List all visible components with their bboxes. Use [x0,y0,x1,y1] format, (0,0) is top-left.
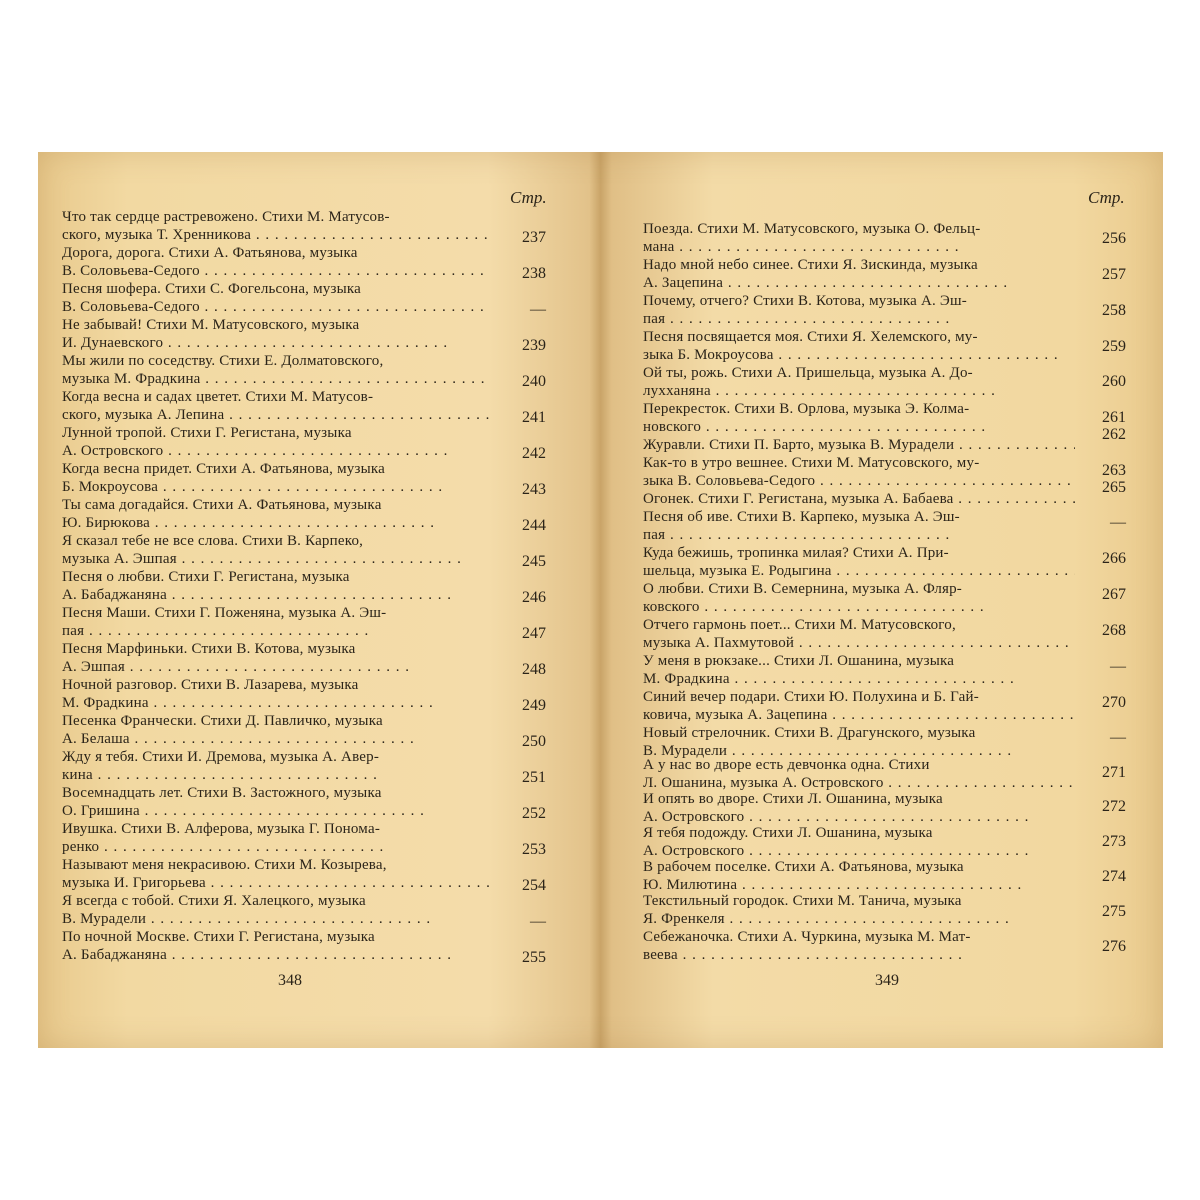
entry-authors: пая . . [643,310,1075,328]
entry-authors: ковского . . [643,598,1075,616]
toc-entry [62,784,494,820]
entry-authors: шельца, музыка Е. Родыгина . . [643,562,1075,580]
entry-title: Лунной тропой. Стихи Г. Регистана, музыка [62,425,352,441]
entry-page-number: 271 [1102,764,1126,781]
toc-entry [62,316,494,352]
book-spread [38,152,1163,1048]
entry-title: Себежаночка. Стихи А. Чуркина, музыка М. Мат- [643,929,971,945]
entry-authors: А. Бабаджаняна . . [62,586,494,604]
entry-page-number: 268 [1102,622,1126,639]
toc-entry [62,640,494,676]
entry-title: Ивушка. Стихи В. Алферова, музыка Г. Пономa- [62,821,381,837]
entry-authors: пая . . [643,526,1075,544]
toc-entry [643,892,1075,928]
entry-authors: В. Мурадели . . [643,742,1075,760]
toc-entry [62,424,494,460]
entry-title: Я тебя подожду. Стихи Л. Ошанина, музыка [643,825,933,841]
toc-entry [643,454,1075,490]
entry-page-number: 242 [522,445,546,462]
toc-entry [62,676,494,712]
entry-page-number: 246 [522,589,546,606]
right-page [603,152,1163,1048]
toc-entry [62,460,494,496]
entry-authors: А. Островского . . [62,442,494,460]
entry-page-number: — [1110,514,1126,531]
toc-entry [643,400,1075,436]
entry-page-number: 256 [1102,230,1126,247]
left-page [38,152,598,1048]
entry-authors: В. Соловьева-Седого . . [62,262,494,280]
entry-page-number: 261 [1102,409,1126,426]
entry-page-number: 241 [522,409,546,426]
entry-authors: М. Фрадкина . . [643,670,1075,688]
entry-title: Песня о любви. Стихи Г. Регистана, музыка [62,569,350,585]
entry-title: Текстильный городок. Стихи М. Танича, музыка [643,893,962,909]
entry-title: Песня посвящается моя. Стихи Я. Хелемского, му- [643,329,978,345]
entry-authors: зыка Б. Мокроусова . . [643,346,1075,364]
entry-authors: М. Фрадкина . . [62,694,494,712]
entry-page-number: 275 [1102,903,1126,920]
entry-authors: И. Дунаевского . . [62,334,494,352]
toc-entry [643,652,1075,688]
entry-title: Жду я тебя. Стихи И. Дремова, музыка А. Авер- [62,749,380,765]
entry-title: Что так сердце растревожено. Стихи М. Матусов- [62,209,390,225]
entry-page-number: — [1110,658,1126,675]
entry-authors: кина . . [62,766,494,784]
entry-page-number: 262 [1102,426,1126,443]
entry-page-number: — [530,913,546,930]
entry-authors: зыка В. Соловьева-Седого . . [643,472,1075,490]
entry-page-number: 244 [522,517,546,534]
toc-entry [62,712,494,748]
toc-entry [643,928,1075,964]
entry-title: Огонек. Стихи Г. Регистана, музыка А. Бабаева . . [643,490,1075,508]
entry-authors: О. Гришина . . [62,802,494,820]
entry-title: Ночной разговор. Стихи В. Лазарева, музыка [62,677,359,693]
entry-page-number: 276 [1102,938,1126,955]
entry-page-number: 267 [1102,586,1126,603]
entry-authors: В. Мурадели . . [62,910,494,928]
page-folio-number: 349 [875,972,899,989]
entry-page-number: 240 [522,373,546,390]
entry-authors: А. Зацепина . . [643,274,1075,292]
entry-page-number: 272 [1102,798,1126,815]
entry-title: Новый стрелочник. Стихи В. Драгунского, музыка [643,725,976,741]
entry-title: Надо мной небо синее. Стихи Я. Зискинда, музыка [643,257,978,273]
entry-page-number: 270 [1102,694,1126,711]
entry-authors: Л. Ошанина, музыка А. Островского . . [643,774,1075,792]
entry-authors: ренко . . [62,838,494,856]
toc-entry [643,824,1075,860]
entry-title: Дорога, дорога. Стихи А. Фатьянова, музыка [62,245,358,261]
entry-authors: А. Островского . . [643,842,1075,860]
toc-entry [643,616,1075,652]
entry-page-number: 263 [1102,462,1126,479]
page-folio-number: 348 [278,972,302,989]
entry-page-number: 245 [522,553,546,570]
entry-page-number: 238 [522,265,546,282]
entry-page-number: 247 [522,625,546,642]
entry-title: Песенка Франчески. Стихи Д. Павличко, музыка [62,713,383,729]
entry-title: И опять во дворе. Стихи Л. Ошанина, музыка [643,791,943,807]
entry-authors: А. Бабаджаняна . . [62,946,494,964]
entry-authors: лухханяна . . [643,382,1075,400]
toc-entry [62,532,494,568]
entry-page-number: 248 [522,661,546,678]
toc-entry [643,580,1075,616]
entry-page-number: 255 [522,949,546,966]
entry-page-number: 259 [1102,338,1126,355]
toc-entry [643,724,1075,760]
entry-authors: ского, музыка А. Лепина . . [62,406,494,424]
entry-title: Перекресток. Стихи В. Орлова, музыка Э. Колма- [643,401,970,417]
entry-title: Ой ты, рожь. Стихи А. Пришельца, музыка А. До- [643,365,973,381]
entry-authors: пая . . [62,622,494,640]
entry-title: Не забывай! Стихи М. Матусовского, музыка [62,317,360,333]
entry-authors: А. Белаша . . [62,730,494,748]
entry-authors: веева . . [643,946,1075,964]
entry-title: Когда весна придет. Стихи А. Фатьянова, музыка [62,461,385,477]
entry-authors: Ю. Бирюкова . . [62,514,494,532]
toc-entry [643,292,1075,328]
entry-authors: Ю. Милютина . . [643,876,1075,894]
entry-authors: мана . . [643,238,1075,256]
entry-authors: А. Эшпая . . [62,658,494,676]
entry-title: Песня шофера. Стихи С. Фогельсона, музыка [62,281,362,297]
toc-entry [62,856,494,892]
entry-page-number: 237 [522,229,546,246]
entry-title: Почему, отчего? Стихи В. Котова, музыка А. Эш- [643,293,967,309]
entry-title: А у нас во дворе есть девчонка одна. Стихи [643,757,930,773]
entry-page-number: — [1110,729,1126,746]
entry-page-number: 260 [1102,373,1126,390]
toc-entry [62,928,494,964]
entry-title: Синий вечер подари. Стихи Ю. Полухина и Б. Гай- [643,689,979,705]
entry-page-number: 243 [522,481,546,498]
entry-authors: новского . . [643,418,1075,436]
entry-title: Как-то в утро вешнее. Стихи М. Матусовского, му- [643,455,980,471]
entry-title: В рабочем поселке. Стихи А. Фатьянова, музыка [643,859,964,875]
entry-authors: музыка А. Пахмутовой . . [643,634,1075,652]
entry-title: Я сказал тебе не все слова. Стихи В. Карпеко, [62,533,364,549]
entry-title: О любви. Стихи В. Семернина, музыка А. Фляр- [643,581,963,597]
toc-entry [643,328,1075,364]
toc-entry [62,208,494,244]
toc-entry [643,364,1075,400]
toc-entry [643,436,1075,454]
toc-entry [62,568,494,604]
toc-entry [643,858,1075,894]
toc-entry [62,820,494,856]
entry-title: У меня в рюкзаке... Стихи Л. Ошанина, музыка [643,653,955,669]
entry-authors: А. Островского . . [643,808,1075,826]
entry-authors: музыка М. Фрадкина . . [62,370,494,388]
toc-entry [643,544,1075,580]
entry-page-number: 253 [522,841,546,858]
entry-authors: ского, музыка Т. Хренникова . . [62,226,494,244]
entry-title: Когда весна и садах цветет. Стихи М. Матусов- [62,389,374,405]
entry-page-number: 251 [522,769,546,786]
entry-page-number: 254 [522,877,546,894]
entry-authors: В. Соловьева-Седого . . [62,298,494,316]
entry-page-number: 239 [522,337,546,354]
entry-authors: ковича, музыка А. Зацепина . . [643,706,1075,724]
entry-title: Восемнадцать лет. Стихи В. Застожного, музыка [62,785,382,801]
entry-title: По ночной Москве. Стихи Г. Регистана, музыка [62,929,375,945]
entry-title: Поезда. Стихи М. Матусовского, музыка О. Фельц- [643,221,981,237]
toc-entry [62,388,494,424]
entry-title: Куда бежишь, тропинка милая? Стихи А. При- [643,545,949,561]
entry-authors: Б. Мокроусова . . [62,478,494,496]
toc-entry [643,508,1075,544]
entry-page-number: 258 [1102,302,1126,319]
toc-entry [62,892,494,928]
entry-page-number: 257 [1102,266,1126,283]
toc-entry [643,756,1075,792]
toc-entry [62,604,494,640]
entry-authors: музыка А. Эшпая . . [62,550,494,568]
entry-authors: Я. Френкеля . . [643,910,1075,928]
entry-title: Песня об иве. Стихи В. Карпеко, музыка А. Эш- [643,509,960,525]
entry-title: Ты сама догадайся. Стихи А. Фатьянова, музыка [62,497,382,513]
entry-title: Отчего гармонь поет... Стихи М. Матусовского, [643,617,956,633]
page-column-header: Стр. [1088,188,1125,207]
entry-title: Журавли. Стихи П. Барто, музыка В. Мурадели . . [643,436,1075,454]
entry-page-number: — [530,301,546,318]
toc-entry [62,280,494,316]
toc-entry [62,748,494,784]
toc-entry [643,790,1075,826]
entry-title: Мы жили по соседству. Стихи Е. Долматовского, [62,353,384,369]
entry-title: Я всегда с тобой. Стихи Я. Халецкого, музыка [62,893,366,909]
toc-entry [643,490,1075,508]
page-column-header: Стр. [510,188,547,207]
entry-title: Песня Маши. Стихи Г. Поженяна, музыка А. Эш- [62,605,387,621]
toc-entry [62,496,494,532]
toc-entry [643,688,1075,724]
toc-entry [62,244,494,280]
entry-page-number: 273 [1102,833,1126,850]
entry-page-number: 249 [522,697,546,714]
entry-page-number: 265 [1102,479,1126,496]
entry-page-number: 250 [522,733,546,750]
toc-entry [62,352,494,388]
toc-entry [643,220,1075,256]
entry-authors: музыка И. Григорьева . . [62,874,494,892]
entry-page-number: 252 [522,805,546,822]
entry-title: Песня Марфиньки. Стихи В. Котова, музыка [62,641,356,657]
entry-title: Называют меня некрасивою. Стихи М. Козырева, [62,857,387,873]
toc-entry [643,256,1075,292]
entry-page-number: 266 [1102,550,1126,567]
entry-page-number: 274 [1102,868,1126,885]
